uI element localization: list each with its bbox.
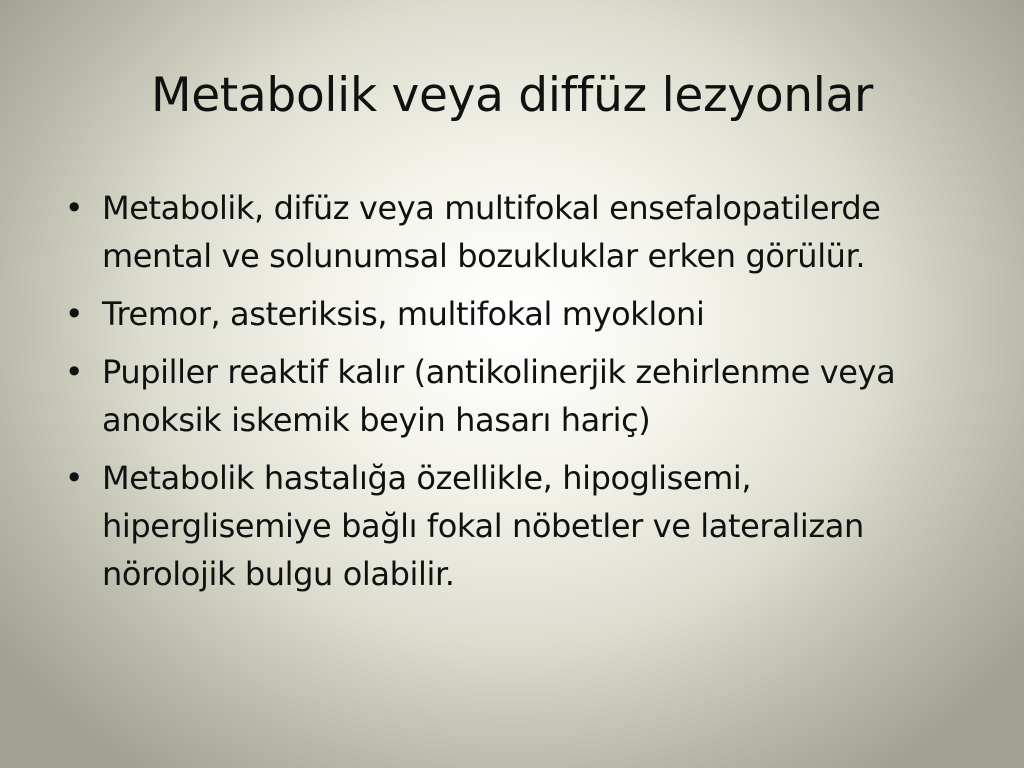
bullet-dot-icon: • bbox=[64, 189, 84, 227]
bullet-dot-icon: • bbox=[64, 459, 84, 497]
bullet-text: Pupiller reaktif kalır (antikolinerjik zehirlenme veya anoksik iskemik beyin hasarı hariç) bbox=[102, 353, 896, 439]
bullet-text: Tremor, asteriksis, multifokal myokloni bbox=[102, 295, 705, 333]
bullet-text: Metabolik, difüz veya multifokal ensefalopatilerde mental ve solunumsal bozukluklar erken görülür. bbox=[102, 189, 881, 275]
bullet-text: Metabolik hastalığa özellikle, hipoglisemi, hiperglisemiye bağlı fokal nöbetler ve lateralizan nörolojik bulgu olabilir. bbox=[102, 459, 864, 593]
bullet-item bbox=[58, 290, 958, 338]
bullet-dot-icon: • bbox=[64, 353, 84, 391]
bullet-list bbox=[58, 184, 958, 608]
bullet-item bbox=[58, 454, 958, 598]
bullet-item bbox=[58, 348, 958, 444]
bullet-item bbox=[58, 184, 958, 280]
bullet-dot-icon: • bbox=[64, 295, 84, 333]
slide-title: Metabolik veya diffüz lezyonlar bbox=[150, 68, 874, 123]
